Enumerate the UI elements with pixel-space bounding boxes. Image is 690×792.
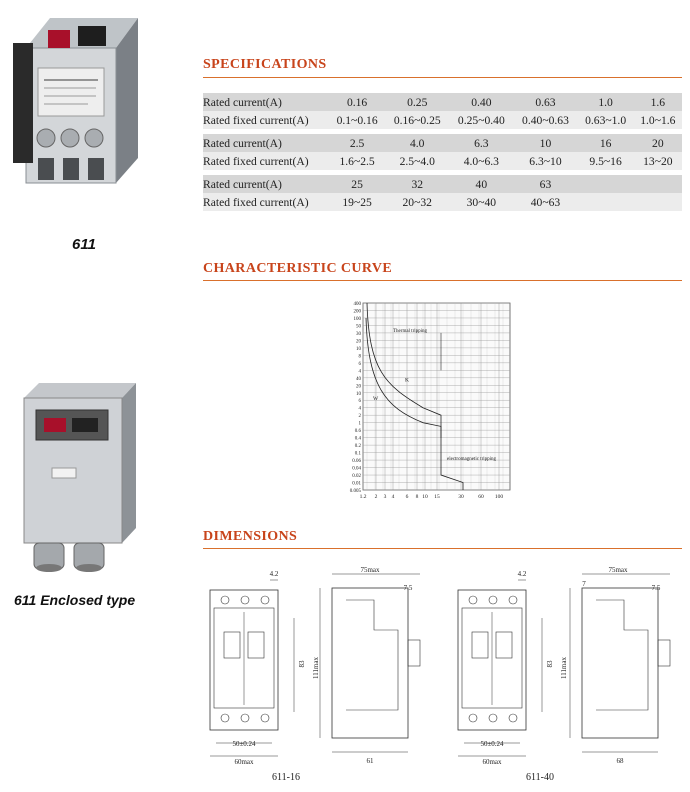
rated-current-row (203, 134, 682, 152)
spec-cell: 2.5~4.0 (385, 152, 449, 170)
x-tick-label: 2 (374, 494, 378, 500)
y-tick-label: 10 (356, 391, 361, 397)
dim-61: 61 (366, 757, 374, 765)
y-tick-label: 100 (353, 316, 361, 322)
y-tick-label: 1 (358, 421, 361, 427)
spec-cell: 13~20 (634, 152, 682, 170)
dim-60max: 60max (482, 758, 502, 766)
side-button (408, 640, 420, 666)
y-tick-label: 20 (356, 384, 361, 390)
dim-83: 83 (298, 660, 306, 668)
terminal-screw (221, 596, 229, 604)
dim-4-2: 4.2 (517, 570, 527, 578)
spec-cell (578, 175, 634, 193)
row-label: Rated fixed current(A) (203, 193, 329, 211)
spec-cell: 0.16 (329, 93, 385, 111)
rated-fixed-current-row (203, 152, 682, 170)
dim-111max: 111max (312, 656, 320, 680)
terminal-screw (261, 596, 269, 604)
annotation-k: K (405, 377, 409, 384)
y-tick-label: 200 (353, 309, 361, 315)
y-tick-label: 20 (356, 339, 361, 345)
y-tick-label: 2 (358, 414, 361, 420)
spec-cell: 4.0 (385, 134, 449, 152)
side-button (658, 640, 670, 666)
specifications-heading: SPECIFICATIONS (203, 57, 327, 72)
terminal-screw (241, 714, 249, 722)
y-tick-label: 6 (358, 399, 361, 405)
side-view-profile (596, 600, 648, 710)
terminal-screw (241, 596, 249, 604)
dim-7-5: 7.5 (403, 584, 413, 592)
spec-cell: 0.63 (513, 93, 577, 111)
dim-7-5: 7.5 (651, 584, 661, 592)
spec-cell: 0.1~0.16 (329, 111, 385, 129)
spec-cell (634, 175, 682, 193)
product-caption-enclosed: 611 Enclosed type (14, 592, 136, 608)
spec-cell: 16 (578, 134, 634, 152)
annotation-em: electromagnetic tripping (447, 457, 497, 463)
spec-cell: 30~40 (449, 193, 513, 211)
curve-heading: CHARACTERISTIC CURVE (203, 261, 393, 276)
y-tick-label: 30 (356, 331, 361, 337)
spec-cell: 20 (634, 134, 682, 152)
y-tick-label: 0.02 (352, 474, 361, 480)
dim-50-tol: 50±0.24 (480, 740, 504, 748)
terminal-screw (489, 714, 497, 722)
x-tick-label: 100 (494, 494, 504, 500)
spec-cell: 6.3~10 (513, 152, 577, 170)
terminal-screw (261, 714, 269, 722)
row-label: Rated fixed current(A) (203, 111, 329, 129)
spec-cell: 1.0 (578, 93, 634, 111)
spec-cell: 2.5 (329, 134, 385, 152)
terminal-screw (509, 596, 517, 604)
y-tick-label: 0.005 (349, 489, 361, 494)
spec-cell: 19~25 (329, 193, 385, 211)
y-tick-label: 0.06 (352, 459, 361, 465)
spec-cell: 63 (513, 175, 577, 193)
dim-68: 68 (616, 757, 624, 765)
side-view-outline (582, 588, 658, 738)
side-view-profile (346, 600, 398, 710)
terminal-screw (489, 596, 497, 604)
x-tick-label: 4 (391, 494, 395, 500)
y-tick-label: 0.4 (354, 436, 361, 442)
spec-cell: 6.3 (449, 134, 513, 152)
x-tick-label: 60 (478, 494, 484, 500)
specifications-table (203, 93, 682, 211)
x-tick-label: 10 (422, 494, 428, 500)
x-tick-label: 15 (434, 494, 440, 500)
x-tick-label: 1.2 (359, 494, 367, 500)
spec-cell: 32 (385, 175, 449, 193)
spec-cell: 40~63 (513, 193, 577, 211)
x-tick-label: 3 (383, 494, 387, 500)
dim-75max: 75max (360, 566, 380, 574)
spec-cell: 1.6~2.5 (329, 152, 385, 170)
y-tick-label: 10 (356, 346, 361, 352)
spec-cell: 0.25~0.40 (449, 111, 513, 129)
button-left (224, 632, 240, 658)
spec-cell: 40 (449, 175, 513, 193)
spec-cell: 20~32 (385, 193, 449, 211)
dimensions-heading: DIMENSIONS (203, 529, 298, 544)
row-label: Rated current(A) (203, 175, 329, 193)
spec-cell: 4.0~6.3 (449, 152, 513, 170)
annotation-w: W (373, 396, 379, 403)
y-tick-label: 0.2 (354, 444, 361, 450)
product-caption-611: 611 (72, 236, 96, 253)
y-tick-label: 4 (358, 369, 361, 375)
spec-cell: 0.16~0.25 (385, 111, 449, 129)
rated-current-row (203, 175, 682, 193)
dim-111max: 111max (560, 656, 568, 680)
curve-rule (203, 280, 682, 281)
annotation-thermal: Thermal tripping (393, 328, 428, 334)
spec-cell (634, 193, 682, 211)
button-right (248, 632, 264, 658)
rated-current-row (203, 93, 682, 111)
spec-cell (578, 193, 634, 211)
dim-60max: 60max (234, 758, 254, 766)
row-label: Rated current(A) (203, 134, 329, 152)
dim-50-tol: 50±0.24 (232, 740, 256, 748)
spec-cell: 0.25 (385, 93, 449, 111)
y-tick-label: 400 (353, 302, 361, 307)
dimensions-rule (203, 548, 682, 549)
y-tick-label: 0.04 (352, 466, 361, 472)
y-tick-label: 0.01 (352, 481, 361, 487)
spec-cell: 25 (329, 175, 385, 193)
model-label: 611-40 (526, 772, 554, 783)
x-tick-label: 30 (458, 494, 464, 500)
terminal-screw (509, 714, 517, 722)
row-label: Rated fixed current(A) (203, 152, 329, 170)
spec-cell: 9.5~16 (578, 152, 634, 170)
rated-fixed-current-row (203, 193, 682, 211)
motor-protector-photo (8, 8, 168, 198)
enclosed-type-photo (14, 378, 139, 573)
y-tick-label: 8 (358, 354, 361, 360)
y-tick-label: 6 (358, 361, 361, 367)
dim-75max: 75max (608, 566, 628, 574)
row-label: Rated current(A) (203, 93, 329, 111)
terminal-screw (469, 596, 477, 604)
rated-fixed-current-row (203, 111, 682, 129)
y-tick-label: 0.6 (354, 429, 361, 435)
y-tick-label: 40 (356, 376, 361, 382)
side-view-outline (332, 588, 408, 738)
spec-cell: 0.40~0.63 (513, 111, 577, 129)
spec-cell: 10 (513, 134, 577, 152)
y-tick-label: 4 (358, 406, 361, 412)
spec-cell: 0.40 (449, 93, 513, 111)
x-tick-label: 6 (405, 494, 409, 500)
product-column (0, 0, 180, 787)
button-right (496, 632, 512, 658)
terminal-screw (221, 714, 229, 722)
dimension-drawings (200, 560, 690, 787)
x-tick-label: 8 (415, 494, 419, 500)
terminal-screw (469, 714, 477, 722)
y-tick-label: 0.1 (354, 451, 361, 457)
spec-cell: 1.0~1.6 (634, 111, 682, 129)
button-left (472, 632, 488, 658)
dim-83: 83 (546, 660, 554, 668)
dim-7: 7 (582, 580, 586, 588)
model-label: 611-16 (272, 772, 300, 783)
y-tick-label: 50 (356, 324, 361, 330)
specifications-rule (203, 77, 682, 78)
spec-cell: 1.6 (634, 93, 682, 111)
dim-4-2: 4.2 (269, 570, 279, 578)
characteristic-curve-chart (338, 293, 518, 508)
spec-cell: 0.63~1.0 (578, 111, 634, 129)
